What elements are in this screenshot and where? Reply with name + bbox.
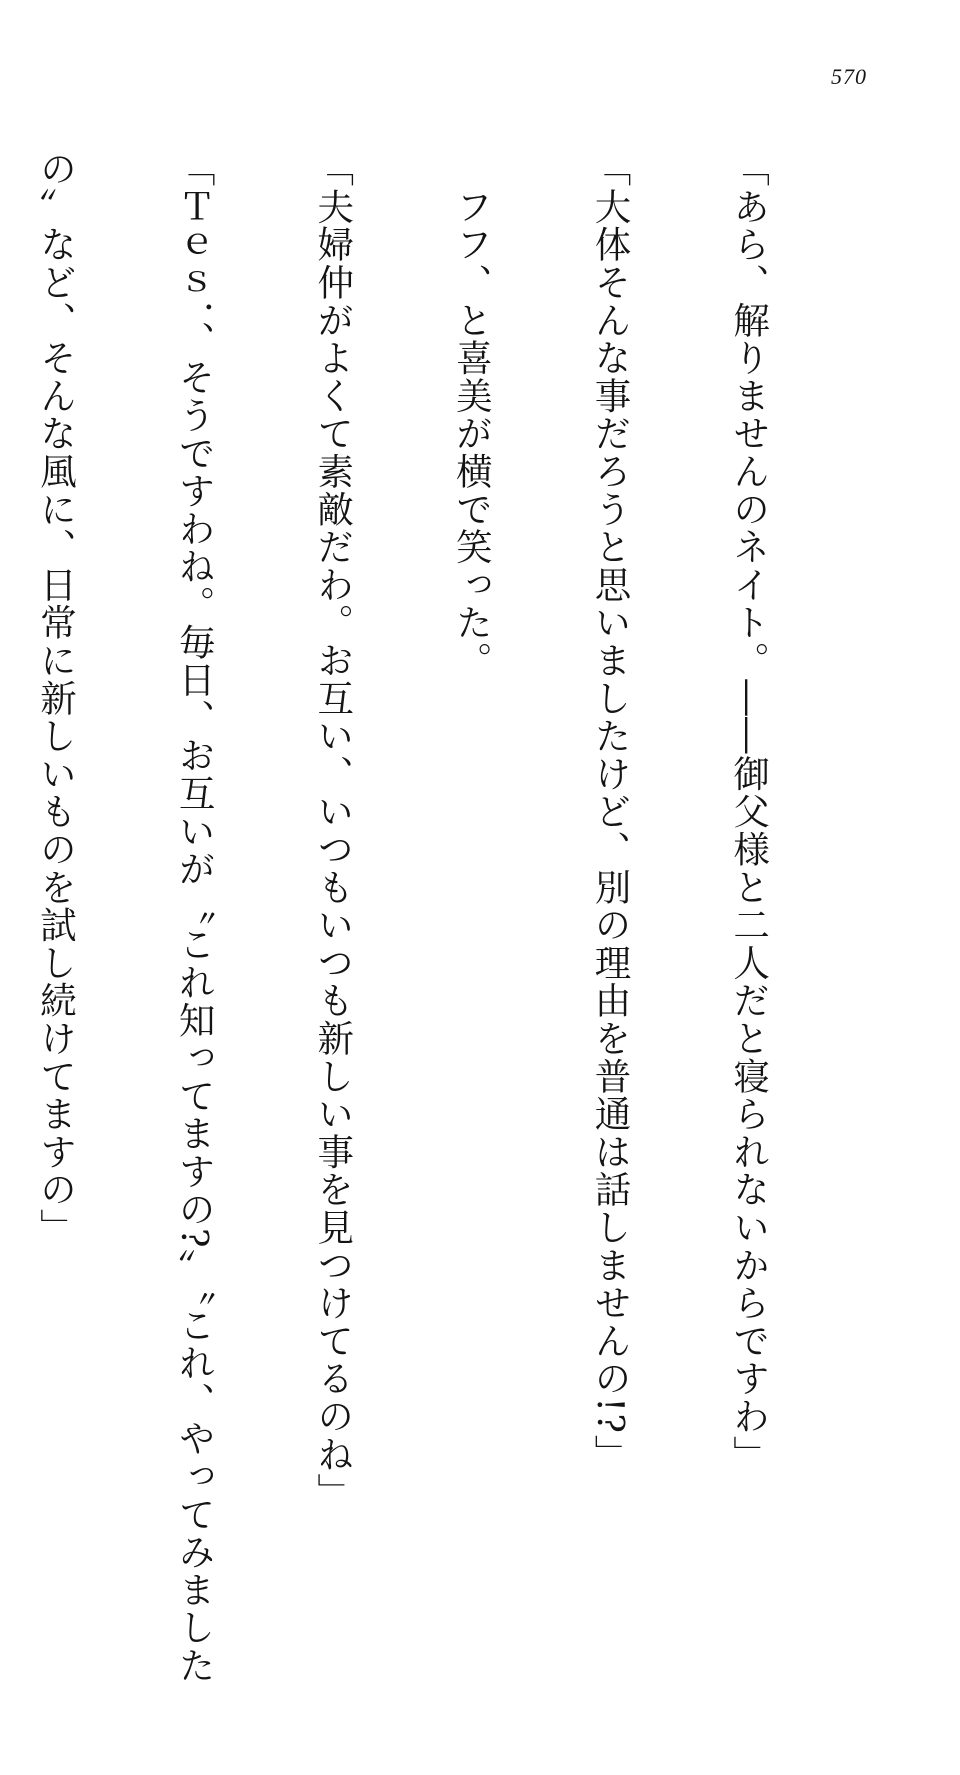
text-line: 「Ｔｅｓ．、そうですわね。毎日、お互いが〝これ知ってますの?〟〝これ、やってみました	[173, 150, 217, 1685]
page-number: 570	[831, 64, 867, 89]
text-line: の〟など、そんな風に、日常に新しいものを試し続けてますの」	[34, 150, 78, 1247]
text-line: 「夫婦仲がよくて素敵だわ。お互い、いつもいつも新しい事を見つけてるのね」	[311, 150, 355, 1511]
text-line: 「あら、解りませんのネイト。――御父様と二人だと寝られないからですわ」	[727, 150, 771, 1473]
novel-body-text	[0, 150, 864, 1685]
text-line: フフ、と喜美が横で笑った。	[450, 150, 494, 680]
text-line: 「大体そんな事だろうと思いましたけど、別の理由を普通は話しませんの!?」	[588, 150, 632, 1473]
